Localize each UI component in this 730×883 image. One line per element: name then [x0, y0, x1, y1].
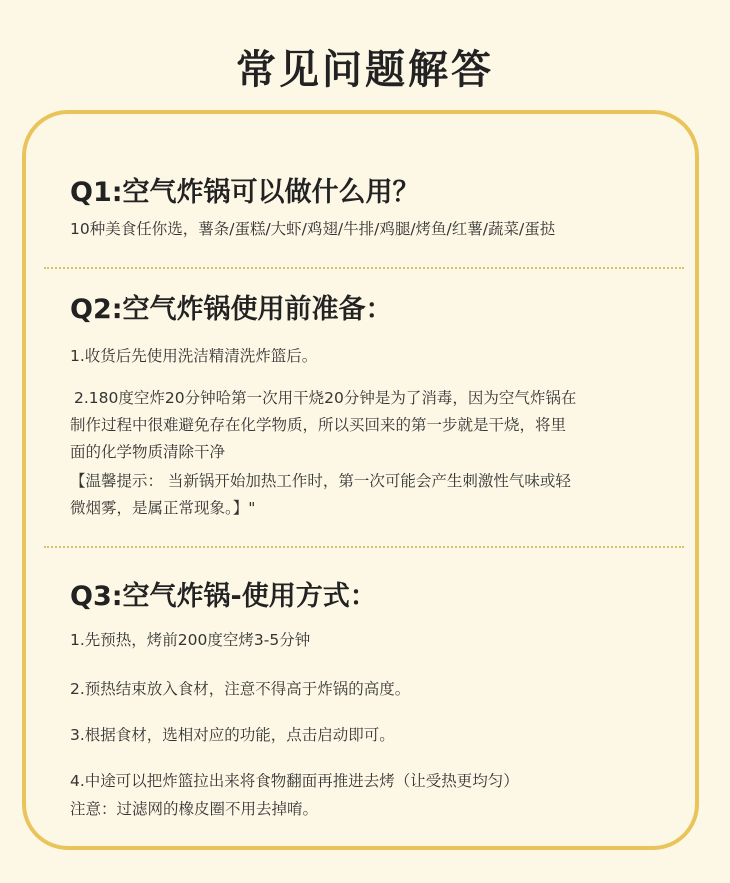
faq-card [22, 110, 699, 850]
q3-note: 注意：过滤网的橡皮圈不用去掉唷。 [70, 800, 319, 818]
q3-step-4: 4.中途可以把炸篮拉出来将食物翻面再推进去烤（让受热更均匀） [70, 772, 519, 790]
page-title: 常见问题解答 [236, 47, 494, 93]
q3-step-1: 1.先预热，烤前200度空烤3-5分钟 [70, 631, 311, 649]
section-divider [44, 546, 684, 548]
q2-step-1: 1.收货后先使用洗洁精清洗炸篮后。 [70, 347, 318, 365]
q1-title: Q1:空气炸锅可以做什么用？ [70, 177, 420, 208]
q2-step-2-line-1: 2.180度空炸20分钟哈第一次用干烧20分钟是为了消毒，因为空气炸锅在 [74, 389, 577, 407]
q2-tip-line-2: 微烟雾，是属正常现象。】" [70, 499, 256, 517]
q2-tip-line-1: 【温馨提示： 当新锅开始加热工作时，第一次可能会产生刺激性气味或轻 [70, 472, 571, 490]
q1-answer: 10种美食任你选，薯条/蛋糕/大虾/鸡翅/牛排/鸡腿/烤鱼/红薯/蔬菜/蛋挞 [70, 220, 556, 238]
q3-step-3: 3.根据食材，选相对应的功能，点击启动即可。 [70, 726, 395, 744]
q3-step-2: 2.预热结束放入食材，注意不得高于炸锅的高度。 [70, 680, 411, 698]
q3-title: Q3:空气炸锅-使用方式： [70, 581, 377, 612]
section-divider [44, 267, 684, 269]
q2-step-2-line-2: 制作过程中很难避免存在化学物质，所以买回来的第一步就是干烧，将里 [70, 416, 567, 434]
q2-step-2-line-3: 面的化学物质清除干净 [70, 443, 226, 461]
q2-title: Q2:空气炸锅使用前准备： [70, 294, 393, 325]
